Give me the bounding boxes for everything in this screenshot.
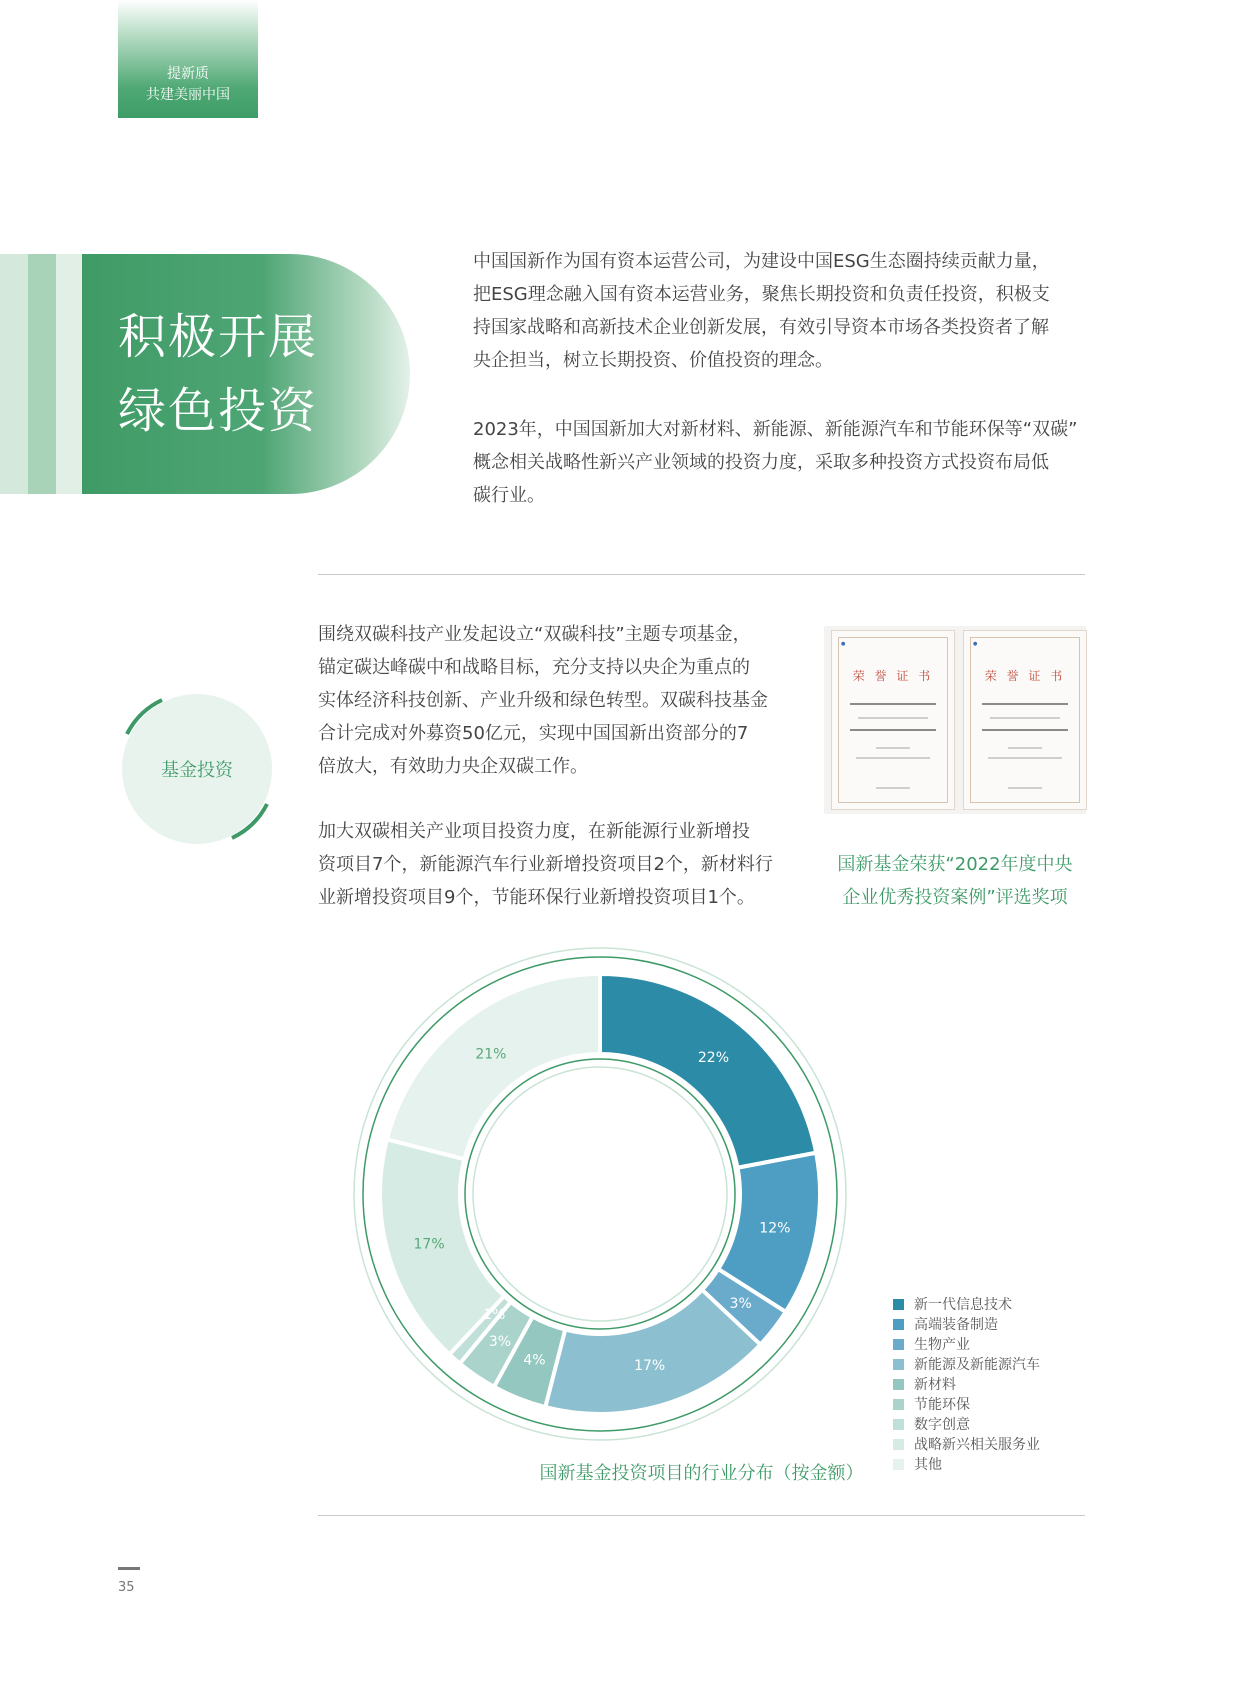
- title-stripe-3: [56, 254, 82, 494]
- donut-slice-label-1: 22%: [697, 1049, 730, 1066]
- certificate-text-line: [982, 729, 1068, 731]
- legend-item: [893, 1414, 1040, 1434]
- donut-slice-label-6: 3%: [488, 1334, 512, 1351]
- caption-line: 国新基金荣获“2022年度中央: [837, 854, 1073, 875]
- certificate-logo-icon: ●: [973, 641, 978, 647]
- text-line: 把ESG理念融入国有资本运营业务，聚焦长期投资和负责任投资，积极支: [473, 284, 1050, 305]
- legend-label: 战略新兴相关服务业: [914, 1437, 1040, 1453]
- text-line: 围绕双碳科技产业发起设立“双碳科技”主题专项基金，: [318, 624, 751, 645]
- legend-swatch: [893, 1319, 904, 1330]
- text-line: 2023年，中国国新加大对新材料、新能源、新能源汽车和节能环保等“双碳”: [473, 419, 1078, 440]
- intro-paragraph-2: [473, 413, 1077, 512]
- text-line: 锚定碳达峰碳中和战略目标，充分支持以央企为重点的: [318, 657, 750, 678]
- legend-label: 生物产业: [914, 1337, 970, 1353]
- text-line: 加大双碳相关产业项目投资力度，在新能源行业新增投: [318, 821, 750, 842]
- donut-slice-9: [387, 974, 600, 1159]
- text-line: 央企担当，树立长期投资、价值投资的理念。: [473, 350, 833, 371]
- legend-item: [893, 1374, 1040, 1394]
- fund-paragraph-2: [318, 815, 773, 914]
- certificate-text-line: [856, 757, 930, 759]
- legend-swatch: [893, 1339, 904, 1350]
- legend-label: 数字创意: [914, 1417, 970, 1433]
- text-line: 合计完成对外募资50亿元，实现中国国新出资部分的7: [318, 723, 749, 744]
- legend-item: [893, 1294, 1040, 1314]
- text-line: 资项目7个，新能源汽车行业新增投资项目2个，新材料行: [318, 854, 773, 875]
- certificate-border: [970, 637, 1080, 803]
- title-stripe-1: [0, 254, 28, 494]
- certificate-text-line: [990, 717, 1060, 719]
- section-tab-line1: 提新质: [167, 66, 209, 82]
- certificate-text-line: [850, 729, 936, 731]
- legend-label: 高端装备制造: [914, 1317, 998, 1333]
- certificates-caption: [824, 848, 1086, 914]
- certificate-text-line: [850, 703, 936, 705]
- section-title: [118, 300, 318, 448]
- legend-swatch: [893, 1419, 904, 1430]
- certificate-text-line: [858, 717, 928, 719]
- text-line: 碳行业。: [473, 485, 545, 506]
- legend-swatch: [893, 1399, 904, 1410]
- chart-legend: [893, 1294, 1040, 1474]
- legend-label: 节能环保: [914, 1397, 970, 1413]
- donut-slice-label-5: 4%: [523, 1352, 546, 1369]
- text-line: 业新增投资项目9个，节能环保行业新增投资项目1个。: [318, 887, 755, 908]
- divider: [318, 574, 1085, 575]
- legend-label: 其他: [914, 1457, 942, 1473]
- bottom-divider: [318, 1515, 1085, 1516]
- legend-item: [893, 1314, 1040, 1334]
- legend-item: [893, 1334, 1040, 1354]
- legend-item: [893, 1354, 1040, 1374]
- badge-label: 基金投资: [161, 760, 233, 781]
- legend-swatch: [893, 1439, 904, 1450]
- text-line: 持国家战略和高新技术企业创新发展，有效引导资本市场各类投资者了解: [473, 317, 1049, 338]
- title-stripe-2: [28, 254, 56, 494]
- section-tab-line2: 共建美丽中国: [146, 87, 230, 103]
- legend-label: 新一代信息技术: [914, 1297, 1012, 1313]
- legend-swatch: [893, 1299, 904, 1310]
- chart-title: 国新基金投资项目的行业分布（按金额）: [539, 1463, 864, 1484]
- certificate-1: [831, 630, 955, 810]
- text-line: 中国国新作为国有资本运营公司，为建设中国ESG生态圈持续贡献力量，: [473, 251, 1050, 272]
- page-number-bar: [118, 1567, 140, 1570]
- certificate-text-line: [988, 757, 1062, 759]
- text-line: 实体经济科技创新、产业升级和绿色转型。双碳科技基金: [318, 690, 768, 711]
- donut-slice-label-7: 1%: [483, 1307, 506, 1324]
- legend-swatch: [893, 1379, 904, 1390]
- text-line: 倍放大，有效助力央企双碳工作。: [318, 756, 588, 777]
- certificate-text-line: [1008, 787, 1042, 789]
- certificate-2: [963, 630, 1087, 810]
- legend-swatch: [893, 1359, 904, 1370]
- donut-slice-label-8: 17%: [413, 1236, 445, 1253]
- certificate-title: 荣 誉 证 书: [852, 669, 934, 683]
- legend-item: [893, 1434, 1040, 1454]
- donut-slice-label-9: 21%: [475, 1046, 507, 1063]
- donut-slice-label-4: 17%: [634, 1357, 666, 1374]
- legend-item: [893, 1394, 1040, 1414]
- text-line: 概念相关战略性新兴产业领域的投资力度，采取多种投资方式投资布局低: [473, 452, 1049, 473]
- fund-paragraph-1: [318, 618, 768, 783]
- legend-label: 新能源及新能源汽车: [914, 1357, 1040, 1373]
- industry-donut-chart: [350, 944, 850, 1444]
- certificate-logo-icon: ●: [841, 641, 846, 647]
- chart-inner-ring-light: [473, 1067, 727, 1324]
- chart-inner-ring: [465, 1059, 735, 1329]
- certificate-text-line: [1008, 747, 1042, 749]
- certificate-text-line: [982, 703, 1068, 705]
- intro-paragraph-1: [473, 245, 1050, 377]
- section-tab: [118, 0, 258, 118]
- certificate-border: [838, 637, 948, 803]
- certificate-text-line: [876, 787, 910, 789]
- certificate-text-line: [876, 747, 910, 749]
- section-title-line1: 积极开展: [118, 309, 319, 365]
- certificate-title: 荣 誉 证 书: [984, 669, 1066, 683]
- section-title-line2: 绿色投资: [118, 383, 319, 439]
- donut-slice-label-3: 3%: [729, 1296, 752, 1313]
- page-number: 35: [118, 1580, 135, 1595]
- donut-slice-label-2: 12%: [759, 1220, 791, 1237]
- legend-label: 新材料: [914, 1377, 956, 1393]
- caption-line: 企业优秀投资案例”评选奖项: [842, 887, 1068, 908]
